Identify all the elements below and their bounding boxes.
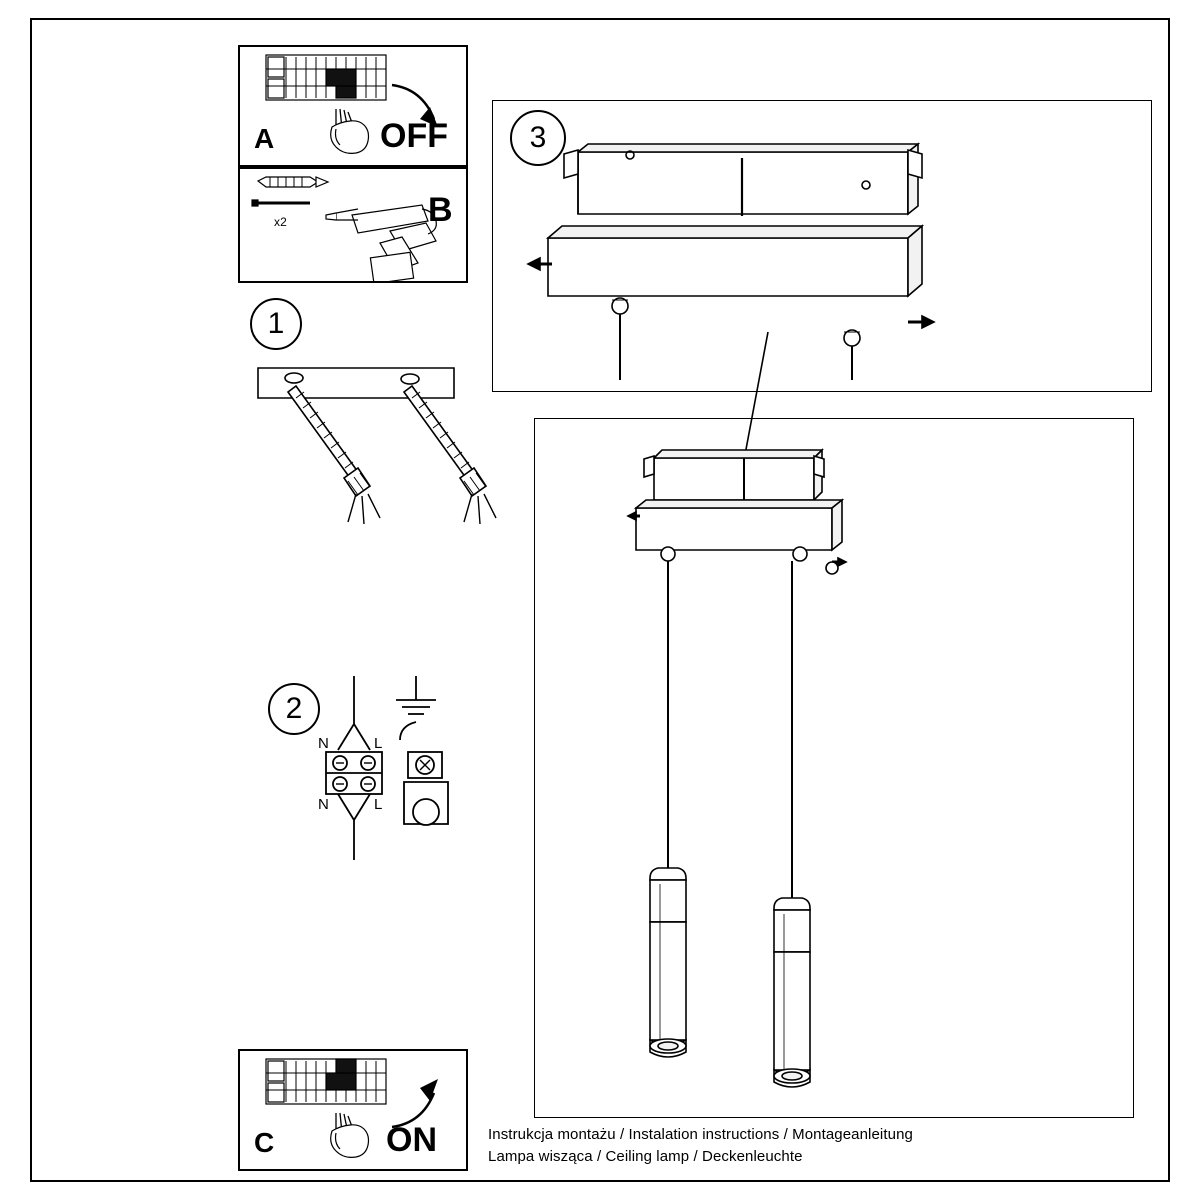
panel-b [238, 167, 468, 283]
step-3-number: 3 [529, 121, 547, 154]
step-3-number-badge [510, 110, 566, 166]
step-1-number: 1 [267, 307, 285, 340]
footer-line-2: Lampa wisząca / Ceiling lamp / Deckenleuchte [488, 1148, 803, 1165]
footer-line-1: Instrukcja montażu / Instalation instructions / Montageanleitung [488, 1126, 913, 1143]
panel-b-dowel-count: x2 [274, 215, 287, 229]
step-2-terminal-n-top: N [318, 735, 329, 752]
panel-c-label: C [254, 1127, 275, 1158]
panel-a [238, 45, 468, 167]
panel-b-label: B [428, 191, 453, 229]
step-1-number-badge [250, 298, 302, 350]
panel-c [238, 1049, 468, 1171]
panel-step-3 [492, 100, 1152, 392]
panel-product [534, 418, 1134, 1118]
panel-a-label: A [254, 123, 275, 154]
panel-a-action-text: OFF [380, 117, 448, 155]
step-2-terminal-n-bottom: N [318, 796, 329, 813]
step-2-terminal-l-top: L [374, 735, 383, 752]
step-2-number-badge [268, 683, 320, 735]
step-2-terminal-l-bottom: L [374, 796, 383, 813]
step-2-number: 2 [285, 692, 303, 725]
panel-c-action-text: ON [386, 1121, 437, 1159]
